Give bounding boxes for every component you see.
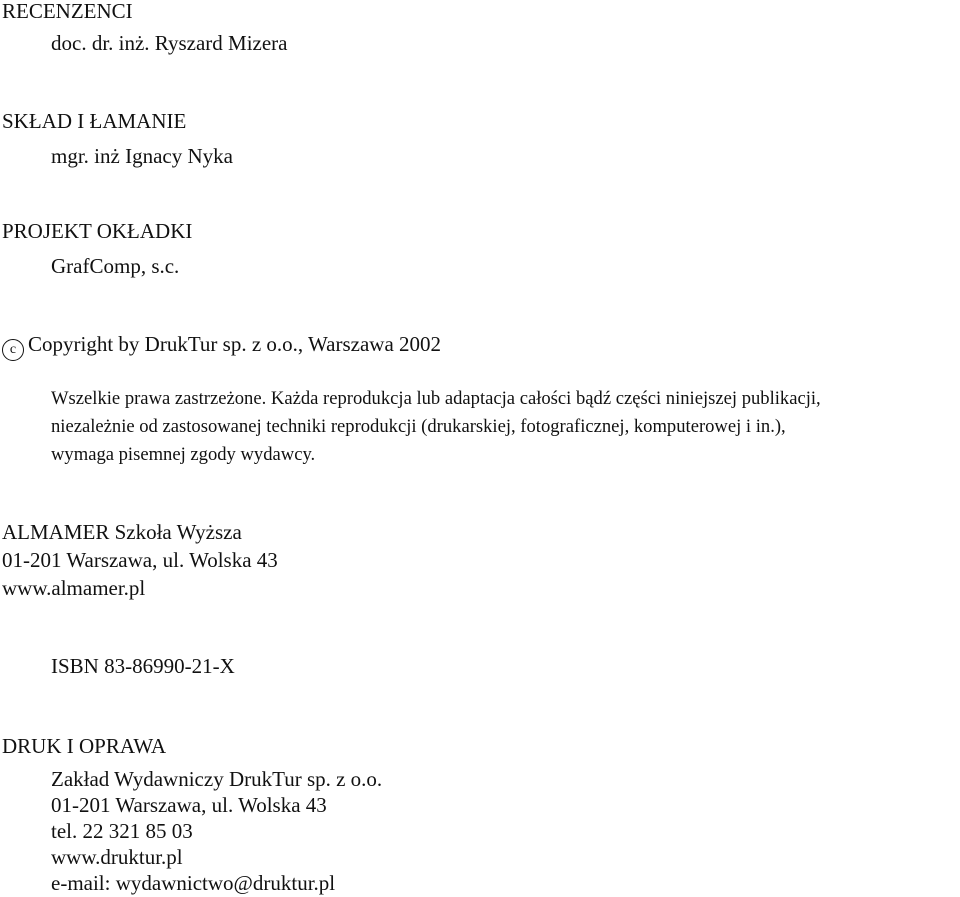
publisher-name: ALMAMER Szkoła Wyższa [2, 520, 242, 544]
copyright-icon: c [2, 339, 24, 361]
printing-company: Zakład Wydawniczy DrukTur sp. z o.o. [51, 767, 383, 791]
rights-notice [51, 385, 956, 469]
printing-address: 01-201 Warszawa, ul. Wolska 43 [51, 793, 327, 817]
typesetting-heading: SKŁAD I ŁAMANIE [2, 109, 187, 133]
printing-heading: DRUK I OPRAWA [2, 734, 166, 758]
copyright-text: Copyright by DrukTur sp. z o.o., Warszawa 2002 [28, 332, 442, 356]
printing-email: e-mail: wydawnictwo@druktur.pl [51, 871, 336, 895]
printing-phone: tel. 22 321 85 03 [51, 819, 193, 843]
isbn: ISBN 83-86990-21-X [51, 654, 235, 678]
rights-line-2: niezależnie od zastosowanej techniki reprodukcji (drukarskiej, fotograficznej, komputerowej i in.), [51, 416, 786, 437]
publisher-url: www.almamer.pl [2, 576, 146, 600]
cover-design-heading: PROJEKT OKŁADKI [2, 219, 193, 243]
typesetting-name: mgr. inż Ignacy Nyka [51, 144, 233, 168]
reviewers-heading: RECENZENCI [2, 0, 133, 23]
rights-line-1: Wszelkie prawa zastrzeżone. Każda reprodukcja lub adaptacja całości bądź części niniejszej publikacji, [51, 388, 821, 409]
copyright-line [2, 331, 441, 361]
rights-line-3: wymaga pisemnej zgody wydawcy. [51, 444, 316, 465]
printing-url: www.druktur.pl [51, 845, 183, 869]
publisher-address: 01-201 Warszawa, ul. Wolska 43 [2, 548, 278, 572]
cover-design-name: GrafComp, s.c. [51, 254, 180, 278]
reviewers-name: doc. dr. inż. Ryszard Mizera [51, 31, 288, 55]
